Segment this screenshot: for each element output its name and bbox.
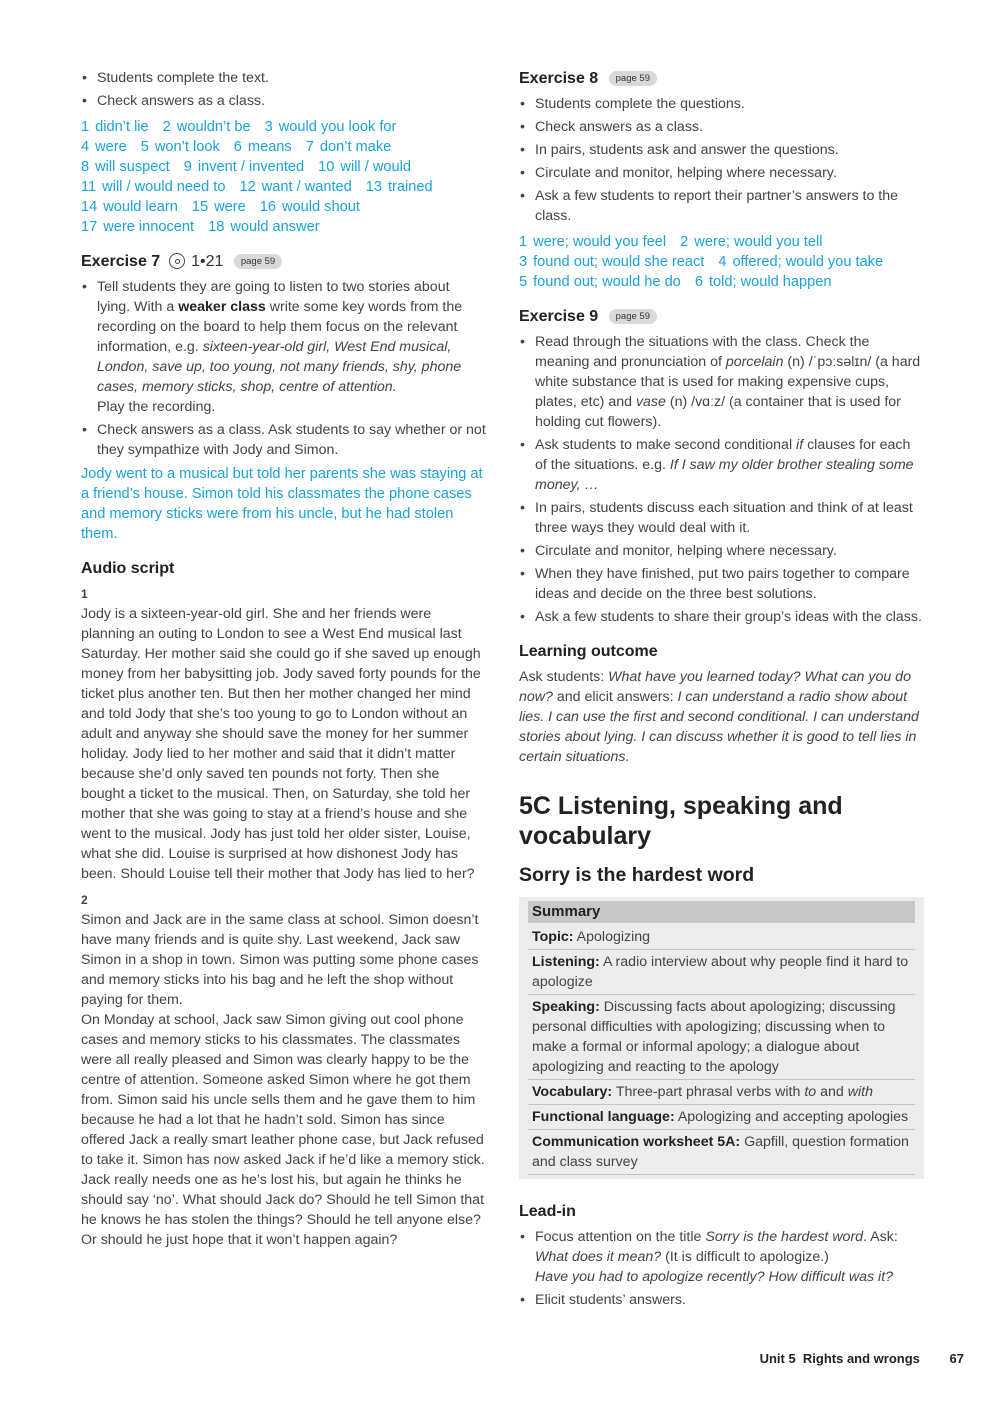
answer-item: 12 want / wanted: [239, 179, 352, 195]
lead-in-bullets: [519, 1227, 924, 1310]
answer-line: [81, 217, 486, 237]
page-ref-badge: page 59: [609, 71, 657, 86]
bullet: • Ask a few students to share their group’s ideas with the class.: [519, 607, 924, 627]
summary-row: Speaking: Discussing facts about apologizing; discussing personal difficulties with apologizing; discussing when to make a formal or informal apology; a dialogue about apologizing and reacting to the apology: [528, 995, 915, 1080]
answer-line: [81, 117, 486, 137]
script-number: 1: [81, 587, 88, 601]
bullet: • Read through the situations with the class. Check the meaning and pronunciation of porcelain (n) /ˈpɔːsəlɪn/ (a hard white substance that is used for making expensive cups, plates, etc) and vase (n) /vɑːz/ (a container that is used for holding cut flowers).: [519, 332, 924, 432]
bullet: • Circulate and monitor, helping where necessary.: [519, 541, 924, 561]
exercise-title: Exercise 7: [81, 253, 161, 270]
bullet: • In pairs, students ask and answer the questions.: [519, 140, 924, 160]
answer-item: 1 didn’t lie: [81, 119, 149, 135]
exercise-title: Exercise 8: [519, 70, 599, 87]
exercise-9-heading: [519, 306, 924, 328]
answer-line: [519, 272, 924, 292]
bullet: • Check answers as a class.: [81, 91, 486, 111]
cd-audio-icon: [169, 253, 185, 269]
bullet: • When they have finished, put two pairs together to compare ideas and decide on the three best solutions.: [519, 564, 924, 604]
page-footer: [760, 1349, 964, 1369]
answer-item: 17 were innocent: [81, 219, 195, 235]
lesson-title: Sorry is the hardest word: [519, 864, 755, 886]
bullet: • Tell students they are going to listen to two stories about lying. With a weaker class write some key words from the recording on the board to help them focus on the relevant information, e.g. sixteen-year-old girl, West End musical, London, save up, too young, not many friends, shy, phone cases, memory sticks, shop, centre of attention. Play the recording.: [81, 277, 486, 417]
exercise-8-heading: [519, 68, 924, 90]
bullet: • Check answers as a class.: [519, 117, 924, 137]
summary-heading: Summary: [528, 901, 915, 923]
answer-item: 11 will / would need to: [81, 179, 226, 195]
left-column: [81, 68, 486, 1250]
exercise-9-bullets: [519, 332, 924, 627]
bullet: • Students complete the text.: [81, 68, 486, 88]
exercise-7-heading: [81, 251, 486, 273]
bullet: • Ask a few students to report their partner’s answers to the class.: [519, 186, 924, 226]
answer-item: 1 were; would you feel: [519, 234, 667, 250]
page-ref-badge: page 59: [609, 309, 657, 324]
summary-row: Functional language: Apologizing and accepting apologies: [528, 1105, 915, 1130]
exercise-8-answers: [519, 232, 924, 292]
bullet: • Circulate and monitor, helping where necessary.: [519, 163, 924, 183]
exercise-7-bullets: [81, 277, 486, 460]
bullet: • Check answers as a class. Ask students to say whether or not they sympathize with Jody and Simon.: [81, 420, 486, 460]
answer-item: 6 means: [233, 139, 292, 155]
exercise-6-answers: [81, 117, 486, 237]
script-paragraph: Simon and Jack are in the same class at school. Simon doesn’t have many friends and is quite shy. Last weekend, Jack saw Simon in a shop in town. Simon was putting some phone cases and memory sticks into his bag and he left the shop without paying for them.: [81, 912, 479, 1008]
answer-item: 8 will suspect: [81, 159, 170, 175]
answer-item: 2 were; would you tell: [680, 234, 823, 250]
answer-item: 4 offered; would you take: [718, 254, 884, 270]
bullet: • Students complete the questions.: [519, 94, 924, 114]
summary-box: [519, 897, 924, 1179]
script-paragraph: Jody is a sixteen-year-old girl. She and her friends were planning an outing to London to see a West End musical last Saturday. Her mother said she could go if she saved up enough money from her babysitting job. Jody saved forty pounds for the ticket plus another ten. But then her mother changed her mind and told Jody that she’s too young to go to London without an adult and anyway she should save the money for her summer holiday. Jody lied to her mother and said that it didn’t matter because she’d only saved ten pounds not forty. Then she bought a ticket to the musical. Then, on Saturday, she told her mother that she was going to stay at a friend’s house and she went to the musical. Jody has just told her older sister, Louise, what she did. Louise is surprised at how dishonest Jody has been. Should Louise tell their mother that Jody has lied to her?: [81, 606, 481, 882]
intro-bullets: [81, 68, 486, 111]
bullet: • Ask students to make second conditional if clauses for each of the situations. e.g. If I saw my older brother stealing some money, …: [519, 435, 924, 495]
track-number: 1•21: [191, 253, 224, 270]
summary-row: Listening: A radio interview about why people find it hard to apologize: [528, 950, 915, 995]
exercise-title: Exercise 9: [519, 308, 599, 325]
answer-item: 5 found out; would he do: [519, 274, 681, 290]
learning-outcome-text: Ask students: What have you learned today? What can you do now? and elicit answers: I can understand a radio show about lies. I can use the first and second conditional. I can understand stories about lying. I can discuss whether it is good to tell lies in certain situations.: [519, 669, 919, 765]
learning-outcome-heading: Learning outcome: [519, 643, 658, 660]
answer-item: 15 were: [191, 199, 246, 215]
summary-row: Topic: Apologizing: [528, 925, 915, 950]
unit-label: Unit 5 Rights and wrongs: [759, 1351, 920, 1366]
script-number: 2: [81, 893, 88, 907]
answer-item: 6 told; would happen: [694, 274, 832, 290]
answer-item: 4 were: [81, 139, 127, 155]
section-title: 5C Listening, speaking and vocabulary: [519, 792, 843, 850]
page-number: 67: [949, 1351, 964, 1366]
audio-script-heading: Audio script: [81, 560, 175, 577]
bullet: • Elicit students’ answers.: [519, 1290, 924, 1310]
exercise-7-answer: Jody went to a musical but told her parents she was staying at a friend’s house. Simon told his classmates the phone cases and memory sticks were from his uncle, but he had stolen them.: [81, 466, 483, 542]
answer-item: 2 wouldn’t be: [162, 119, 251, 135]
answer-item: 14 would learn: [81, 199, 178, 215]
page-ref-badge: page 59: [234, 254, 282, 269]
bullet: • Focus attention on the title Sorry is the hardest word. Ask: What does it mean? (It is difficult to apologize.) Have you had to apologize recently? How difficult was it?: [519, 1227, 924, 1287]
audio-script: [81, 584, 486, 1250]
script-paragraph: On Monday at school, Jack saw Simon giving out cool phone cases and memory sticks to his classmates. The classmates were all really pleased and Simon was clearly happy to be the centre of attention. Someone asked Simon where he got them from. Simon said his uncle sells them and he gave them to him because he had a lot that he hadn’t sold. Simon has since offered Jack a really smart leather phone case, but Jack refused to take it. Simon has now asked Jack if he’d like a memory stick. Jack really needs one as he’s lost his, but again he thinks he should say ‘no’. What should Jack do? Should he tell Simon that he knows he has stolen the things? Should he tell anyone else? Or should he just hope that it won’t happen again?: [81, 1012, 485, 1248]
bullet: • In pairs, students discuss each situation and think of at least three ways they would deal with it.: [519, 498, 924, 538]
exercise-8-bullets: [519, 94, 924, 226]
answer-line: [519, 232, 924, 252]
right-column: [519, 68, 924, 1313]
answer-item: 9 invent / invented: [183, 159, 305, 175]
answer-line: [81, 157, 486, 177]
summary-row: Vocabulary: Three-part phrasal verbs with to and with: [528, 1080, 915, 1105]
answer-item: 16 would shout: [259, 199, 360, 215]
answer-item: 3 found out; would she react: [519, 254, 705, 270]
summary-row: Communication worksheet 5A: Gapfill, question formation and class survey: [528, 1130, 915, 1175]
answer-line: [519, 252, 924, 272]
answer-item: 5 won’t look: [140, 139, 220, 155]
lead-in-heading: Lead-in: [519, 1203, 576, 1220]
answer-item: 10 will / would: [318, 159, 411, 175]
answer-item: 13 trained: [365, 179, 433, 195]
answer-line: [81, 137, 486, 157]
answer-item: 7 don’t make: [305, 139, 392, 155]
answer-item: 18 would answer: [208, 219, 320, 235]
answer-line: [81, 177, 486, 197]
answer-line: [81, 197, 486, 217]
answer-item: 3 would you look for: [264, 119, 397, 135]
